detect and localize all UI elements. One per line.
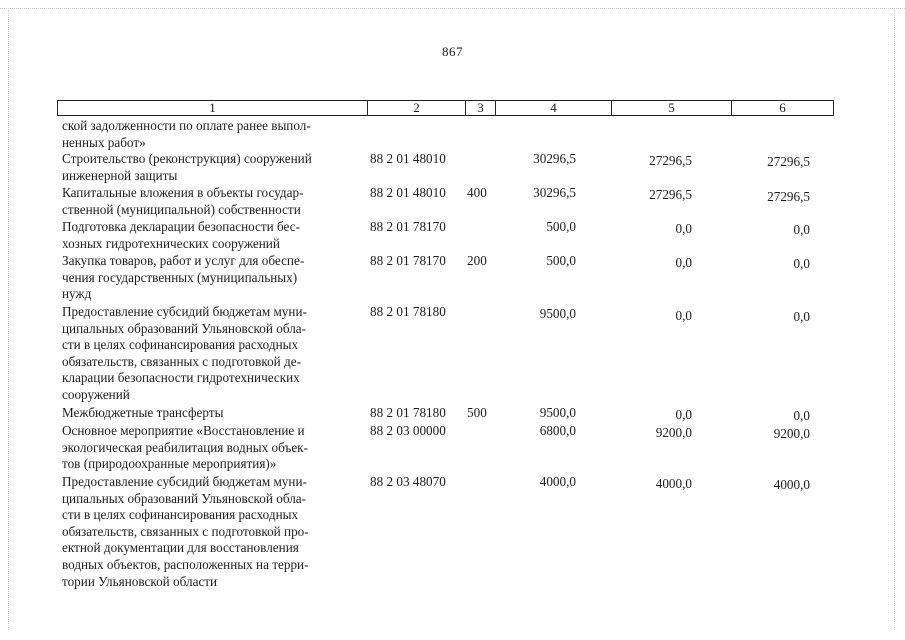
column-header-3: 3	[465, 101, 495, 115]
row-name	[62, 423, 358, 473]
row-value-col5: 4000,0	[655, 476, 692, 491]
row-name-line: Строительство (реконструкция) сооружений	[62, 151, 312, 166]
row-name-line: водных объектов, расположенных на терри-	[62, 556, 309, 572]
row-name	[62, 151, 358, 184]
row-value-col6: 0,0	[793, 408, 810, 423]
table-row	[0, 151, 905, 185]
row-name-line: кларации безопасности гидротехнических	[62, 370, 300, 386]
row-name-line: тории Ульяновской области	[62, 573, 218, 589]
table-row	[0, 474, 905, 594]
row-name-line: экологическая реабилитация водных объек-	[62, 439, 308, 455]
row-name-line: сти в целях софинансирования расходных	[62, 507, 299, 523]
row-value-col4: 30296,5	[533, 185, 576, 200]
row-value-col4: 30296,5	[533, 151, 576, 166]
budget-table-body	[0, 118, 905, 594]
row-value-col4: 500,0	[546, 253, 576, 268]
row-name-line: ненных работ»	[62, 134, 146, 150]
table-row	[0, 185, 905, 219]
table-row	[0, 405, 905, 423]
row-name-line: сти в целях софинансирования расходных	[62, 337, 299, 353]
row-name-line: ской задолженности по оплате ранее выпол-	[62, 118, 311, 133]
row-name-line: Подготовка декларации безопасности бес-	[62, 219, 300, 234]
row-value-col6: 27296,5	[767, 189, 810, 204]
row-code: 88 2 01 48010	[370, 185, 446, 200]
row-name-line: Предоставление субсидий бюджетам муни-	[62, 304, 307, 319]
row-value-col4: 9500,0	[539, 306, 576, 321]
row-value-col5: 0,0	[675, 407, 692, 422]
page-number: 867	[442, 44, 463, 59]
row-value-col5: 0,0	[675, 255, 692, 270]
row-name	[62, 219, 358, 252]
column-header-2: 2	[367, 101, 465, 115]
column-header-5: 5	[611, 101, 731, 115]
row-name	[62, 118, 358, 151]
row-name-line: инженерной защиты	[62, 167, 178, 183]
row-name-line: обязательств, связанных с подготовкой про-	[62, 523, 309, 539]
row-value-col4: 500,0	[546, 219, 576, 234]
row-name-line: сооружений	[62, 386, 130, 402]
table-row	[0, 118, 905, 151]
row-name	[62, 474, 358, 590]
row-code: 88 2 01 78170	[370, 219, 446, 234]
row-name	[62, 253, 358, 303]
row-value-col6: 4000,0	[773, 477, 810, 492]
row-value-col4: 4000,0	[539, 474, 576, 489]
row-name	[62, 185, 358, 218]
row-value-col5: 27296,5	[649, 153, 692, 168]
row-value-col5: 27296,5	[649, 187, 692, 202]
table-row	[0, 253, 905, 304]
column-header-6: 6	[731, 101, 833, 115]
row-value-col4: 6800,0	[539, 423, 576, 438]
row-name-line: ципальных образований Ульяновской обла-	[62, 490, 307, 506]
row-value-col6: 0,0	[793, 256, 810, 271]
row-value-col6: 27296,5	[767, 154, 810, 169]
row-name-line: нужд	[62, 286, 92, 302]
row-type: 500	[467, 405, 487, 420]
table-row	[0, 423, 905, 474]
row-type: 400	[467, 185, 487, 200]
row-value-col5: 0,0	[675, 221, 692, 236]
row-name-line: тов (природоохранные мероприятия)»	[62, 456, 277, 472]
row-code: 88 2 01 78180	[370, 304, 446, 319]
row-name	[62, 304, 358, 404]
row-value-col5: 0,0	[675, 308, 692, 323]
row-name-line: Предоставление субсидий бюджетам муни-	[62, 474, 307, 489]
table-row	[0, 304, 905, 405]
row-code: 88 2 03 00000	[370, 423, 446, 438]
row-value-col4: 9500,0	[539, 405, 576, 420]
row-code: 88 2 01 78170	[370, 253, 446, 268]
row-value-col6: 9200,0	[773, 426, 810, 441]
table-column-header-row	[57, 100, 834, 116]
row-name-line: Капитальные вложения в объекты государ-	[62, 185, 304, 200]
row-value-col5: 9200,0	[655, 425, 692, 440]
row-code: 88 2 01 48010	[370, 151, 446, 166]
table-row	[0, 219, 905, 253]
column-header-1: 1	[209, 100, 216, 115]
row-name-line: обязательств, связанных с подготовкой де-	[62, 353, 301, 369]
row-name-line: Закупка товаров, работ и услуг для обеспе-	[62, 253, 305, 268]
row-name-line: Основное мероприятие «Восстановление и	[62, 423, 305, 438]
row-name-line: ственной (муниципальной) собственности	[62, 201, 301, 217]
row-value-col6: 0,0	[793, 222, 810, 237]
row-name-line: хозных гидротехнических сооружений	[62, 235, 280, 251]
row-name-line: ектной документации для восстановления	[62, 540, 299, 556]
column-header-4: 4	[495, 101, 611, 115]
row-name-line: ципальных образований Ульяновской обла-	[62, 320, 307, 336]
row-code: 88 2 01 78180	[370, 405, 446, 420]
row-code: 88 2 03 48070	[370, 474, 446, 489]
row-type: 200	[467, 253, 487, 268]
row-name	[62, 405, 358, 422]
row-name-line: Межбюджетные трансферты	[62, 405, 224, 420]
row-value-col6: 0,0	[793, 309, 810, 324]
scan-top-edge	[0, 8, 905, 10]
row-name-line: чения государственных (муниципальных)	[62, 269, 298, 285]
